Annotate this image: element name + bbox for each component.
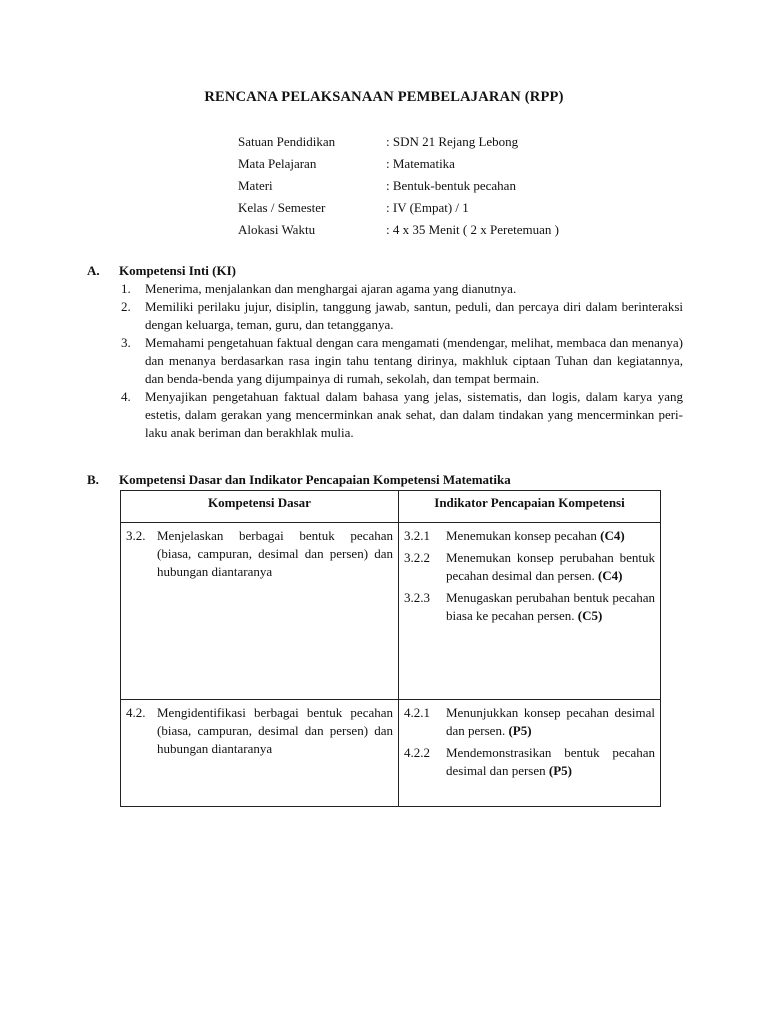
info-row [238, 153, 559, 175]
indicator-cell [399, 523, 661, 700]
indicator-text-wrap [446, 549, 655, 585]
section-kompetensi-dasar [87, 471, 683, 489]
indicator-level: (C4) [600, 528, 625, 543]
indicator-text-wrap [446, 589, 655, 625]
indicator-cell [399, 700, 661, 807]
list-item [87, 298, 683, 334]
kd-text: Menjelaskan berbagai bentuk pecahan (biasa, campuran, desimal dan persen) dan hubungan diantaranya [157, 528, 393, 579]
indicator-code: 3.2.2 [404, 550, 430, 565]
info-row [238, 197, 559, 219]
info-row [238, 175, 559, 197]
table-header-row [121, 491, 661, 523]
indicator-item [404, 527, 655, 545]
indicator-text: Menemukan konsep pecahan [446, 528, 597, 543]
indicator-item [404, 549, 655, 585]
list-item [87, 334, 683, 388]
indicator-text: Menugaskan perubahan bentuk pecahan biasa ke pecahan persen. [446, 590, 655, 623]
competency-table [120, 490, 661, 807]
identity-block [238, 131, 559, 241]
indicator-text-wrap [446, 704, 655, 740]
document-title: RENCANA PELAKSANAAN PEMBELAJARAN (RPP) [204, 89, 564, 105]
column-header: Kompetensi Dasar [121, 491, 399, 523]
indicator-level: (C4) [597, 568, 623, 583]
section-title: Kompetensi Inti (KI) [119, 263, 236, 278]
indicator-level: (P5) [548, 763, 572, 778]
indicator-code: 4.2.1 [404, 705, 430, 720]
section-title: Kompetensi Dasar dan Indikator Pencapaian Kompetensi Matematika [119, 472, 511, 487]
info-label: Kelas / Semester [238, 200, 326, 215]
indicator-level: (P5) [508, 723, 532, 738]
section-heading [87, 262, 683, 280]
info-label: Satuan Pendidikan [238, 134, 336, 149]
kd-code: 3.2. [126, 528, 146, 543]
list-item [87, 388, 683, 442]
info-value: : 4 x 35 Menit ( 2 x Peretemuan ) [386, 222, 559, 237]
indicator-item [404, 744, 655, 780]
info-row [238, 219, 559, 241]
info-row [238, 131, 559, 153]
kd-cell [121, 700, 399, 807]
section-letter: B. [87, 472, 99, 487]
indicator-text: Mendemonstrasikan bentuk pecahan desimal dan persen [446, 745, 655, 778]
kd-text: Mengidentifikasi berbagai bentuk pecahan (biasa, campuran, desimal dan persen) dan hubungan diantaranya [157, 705, 393, 756]
section-kompetensi-inti [87, 262, 683, 442]
indicator-text: Menemukan konsep perubahan bentuk pecahan desimal dan persen. [446, 550, 655, 583]
info-value: : Matematika [386, 156, 455, 171]
list-item-text: Menerima, menjalankan dan menghargai ajaran agama yang dianutnya. [145, 281, 517, 296]
indicator-code: 3.2.1 [404, 528, 430, 543]
list-item-number: 3. [121, 335, 131, 350]
table-row [121, 700, 661, 807]
indicator-code: 4.2.2 [404, 745, 430, 760]
info-value: : SDN 21 Rejang Lebong [386, 134, 519, 149]
indicator-level: (C5) [577, 608, 603, 623]
list-item-number: 1. [121, 281, 131, 296]
column-header: Indikator Pencapaian Kompetensi [399, 491, 661, 523]
indicator-text-wrap [446, 527, 655, 545]
list-item-text: Memahami pengetahuan faktual dengan cara mengamati (mendengar, melihat, membaca dan menanya) dan menanya berdasarkan rasa ingin tahu tentang dirinya, makhluk ciptaan Tuhan dan kegiatannya, dan benda-benda yang dijumpainya di rumah, sekolah, dan tempat bermain. [145, 335, 683, 386]
indicator-item [404, 704, 655, 740]
section-letter: A. [87, 263, 100, 278]
list-item-number: 4. [121, 389, 131, 404]
indicator-text: Menunjukkan konsep pecahan desimal dan persen. [446, 705, 655, 738]
indicator-code: 3.2.3 [404, 590, 430, 605]
info-value: : IV (Empat) / 1 [386, 200, 469, 215]
info-label: Materi [238, 178, 273, 193]
ki-list [87, 280, 683, 442]
info-label: Alokasi Waktu [238, 222, 316, 237]
indicator-text-wrap [446, 744, 655, 780]
info-value: : Bentuk-bentuk pecahan [386, 178, 516, 193]
list-item-text: Menyajikan pengetahuan faktual dalam bahasa yang jelas, sistematis, dan logis, dalam karya yang estetis, dalam gerakan yang mencerminkan anak sehat, dan dalam tindakan yang mencerminkan peri-laku anak beriman dan berakhlak mulia. [145, 389, 683, 440]
table-row [121, 523, 661, 700]
indicator-item [404, 589, 655, 625]
list-item [87, 280, 683, 298]
list-item-number: 2. [121, 299, 131, 314]
list-item-text: Memiliki perilaku jujur, disiplin, tanggung jawab, santun, peduli, dan percaya diri dalam berinteraksi dengan keluarga, teman, guru, dan tetangganya. [145, 299, 683, 332]
kd-code: 4.2. [126, 705, 146, 720]
section-heading [87, 471, 683, 489]
kd-cell [121, 523, 399, 700]
info-label: Mata Pelajaran [238, 156, 317, 171]
